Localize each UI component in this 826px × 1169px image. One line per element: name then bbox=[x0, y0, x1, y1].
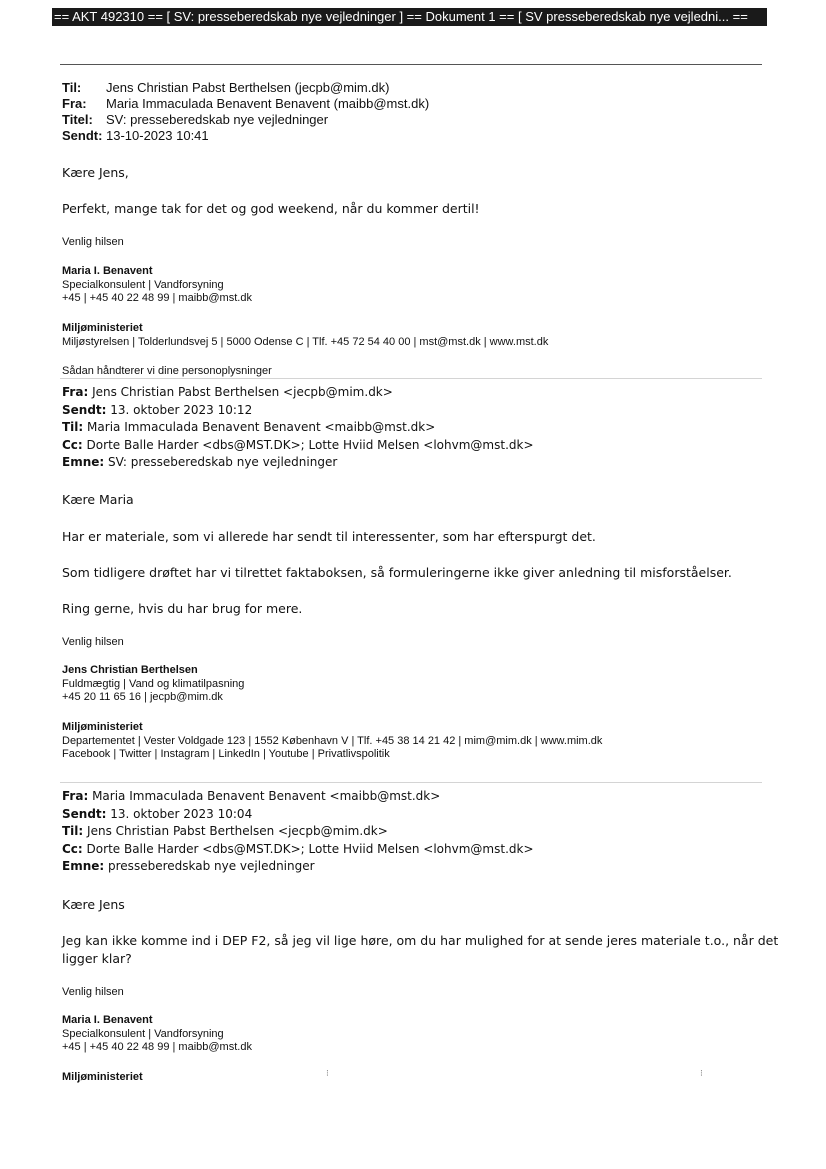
cc-label: Cc: bbox=[62, 841, 83, 856]
title-label: Titel: bbox=[62, 112, 93, 127]
msg1-greeting: Kære Jens, bbox=[62, 165, 129, 180]
sent-label: Sendt: bbox=[62, 806, 107, 821]
header-sent bbox=[62, 128, 429, 144]
subject-label: Emne: bbox=[62, 859, 105, 873]
msg1-sig-role: Specialkonsulent | Vandforsyning bbox=[62, 278, 224, 291]
msg2-org bbox=[62, 721, 602, 762]
sent-value: 13-10-2023 10:41 bbox=[106, 128, 209, 143]
msg2-paragraph: Har er materiale, som vi allerede har sendt til interessenter, som har efterspurgt det. bbox=[62, 529, 596, 544]
to-value: Jens Christian Pabst Berthelsen <jecpb@mim.dk> bbox=[87, 824, 388, 838]
title-value: SV: presseberedskab nye vejledninger bbox=[106, 112, 329, 127]
msg3-to bbox=[62, 823, 534, 841]
msg3-closing: Venlig hilsen bbox=[62, 986, 124, 998]
cc-value: Dorte Balle Harder <dbs@MST.DK>; Lotte Hviid Melsen <lohvm@mst.dk> bbox=[86, 841, 534, 856]
email-header bbox=[62, 80, 429, 144]
msg1-org bbox=[62, 322, 548, 349]
to-label: Til: bbox=[62, 80, 82, 95]
msg3-sig-name: Maria I. Benavent bbox=[62, 1014, 153, 1026]
msg3-subject bbox=[62, 858, 534, 876]
msg3-greeting: Kære Jens bbox=[62, 897, 125, 912]
document-banner: == AKT 492310 == [ SV: presseberedskab nye vejledninger ] == Dokument 1 == [ SV presseberedskab nye vejledni... == bbox=[52, 8, 767, 26]
msg1-body: Perfekt, mange tak for det og god weekend, når du kommer dertil! bbox=[62, 201, 480, 216]
msg3-sig-contact: +45 | +45 40 22 48 99 | maibb@mst.dk bbox=[62, 1041, 252, 1053]
from-label: Fra: bbox=[62, 789, 89, 803]
msg2-subject bbox=[62, 454, 534, 472]
sent-label: Sendt: bbox=[62, 402, 107, 417]
subject-value: presseberedskab nye vejledninger bbox=[108, 859, 315, 873]
msg2-social-links[interactable]: Facebook | Twitter | Instagram | LinkedIn | Youtube | Privatlivspolitik bbox=[62, 748, 390, 760]
from-value: Maria Immaculada Benavent Benavent <maibb@mst.dk> bbox=[92, 789, 441, 803]
msg3-sig-role: Specialkonsulent | Vandforsyning bbox=[62, 1027, 224, 1040]
subject-value: SV: presseberedskab nye vejledninger bbox=[108, 455, 338, 469]
msg2-sent bbox=[62, 402, 534, 420]
scan-artifact: ⁝ bbox=[326, 1068, 329, 1078]
header-from bbox=[62, 96, 429, 112]
msg2-cc bbox=[62, 437, 534, 455]
msg2-paragraph: Som tidligere drøftet har vi tilrettet faktaboksen, så formuleringerne ikke giver anledning til misforståelser. bbox=[62, 565, 732, 580]
msg1-org-line: Miljøstyrelsen | Tolderlundsvej 5 | 5000 Odense C | Tlf. +45 72 54 40 00 | mst@mst.dk | www.mst.dk bbox=[62, 335, 549, 348]
msg2-sig-contact: +45 20 11 65 16 | jecpb@mim.dk bbox=[62, 691, 223, 703]
scan-artifact: ⁝ bbox=[700, 1068, 703, 1078]
msg2-to bbox=[62, 419, 534, 437]
from-value: Jens Christian Pabst Berthelsen <jecpb@mim.dk> bbox=[92, 385, 393, 399]
msg2-greeting: Kære Maria bbox=[62, 492, 134, 507]
msg3-paragraph-line: ligger klar? bbox=[62, 951, 132, 966]
to-value: Jens Christian Pabst Berthelsen (jecpb@mim.dk) bbox=[106, 80, 390, 95]
msg1-org-name: Miljøministeriet bbox=[62, 322, 143, 334]
msg1-sig-contact: +45 | +45 40 22 48 99 | maibb@mst.dk bbox=[62, 292, 252, 304]
header-to bbox=[62, 80, 429, 96]
msg3-paragraph-line: Jeg kan ikke komme ind i DEP F2, så jeg vil lige høre, om du har mulighed for at sende jeres materiale t.o., når det bbox=[62, 933, 779, 948]
to-label: Til: bbox=[62, 824, 84, 838]
msg3-header bbox=[62, 788, 534, 876]
divider bbox=[60, 64, 762, 65]
msg3-cc bbox=[62, 841, 534, 859]
privacy-link[interactable]: Sådan håndterer vi dine personoplysninger bbox=[62, 365, 272, 377]
msg2-org-line: Departementet | Vester Voldgade 123 | 1552 København V | Tlf. +45 38 14 21 42 | mim@mim.dk | www.mim.dk bbox=[62, 734, 603, 747]
msg2-from bbox=[62, 384, 534, 402]
msg1-signature bbox=[62, 265, 252, 306]
cc-label: Cc: bbox=[62, 437, 83, 452]
msg3-org-name: Miljøministeriet bbox=[62, 1071, 143, 1083]
msg2-paragraph: Ring gerne, hvis du har brug for mere. bbox=[62, 601, 303, 616]
msg3-signature bbox=[62, 1014, 252, 1055]
to-label: Til: bbox=[62, 420, 84, 434]
msg3-sent bbox=[62, 806, 534, 824]
cc-value: Dorte Balle Harder <dbs@MST.DK>; Lotte Hviid Melsen <lohvm@mst.dk> bbox=[86, 437, 534, 452]
msg2-sig-role: Fuldmægtig | Vand og klimatilpasning bbox=[62, 677, 245, 690]
msg1-closing: Venlig hilsen bbox=[62, 236, 124, 248]
msg3-from bbox=[62, 788, 534, 806]
divider bbox=[60, 378, 762, 379]
msg2-closing: Venlig hilsen bbox=[62, 636, 124, 648]
from-label: Fra: bbox=[62, 96, 87, 111]
header-title bbox=[62, 112, 429, 128]
divider bbox=[60, 782, 762, 783]
from-value: Maria Immaculada Benavent Benavent (maibb@mst.dk) bbox=[106, 96, 430, 111]
sent-value: 13. oktober 2023 10:12 bbox=[110, 402, 253, 417]
sent-label: Sendt: bbox=[62, 128, 103, 143]
to-value: Maria Immaculada Benavent Benavent <maibb@mst.dk> bbox=[87, 420, 436, 434]
msg2-signature bbox=[62, 664, 244, 705]
msg2-header bbox=[62, 384, 534, 472]
msg1-sig-name: Maria I. Benavent bbox=[62, 265, 153, 277]
msg3-paragraph bbox=[62, 932, 778, 968]
subject-label: Emne: bbox=[62, 455, 105, 469]
from-label: Fra: bbox=[62, 385, 89, 399]
msg2-org-name: Miljøministeriet bbox=[62, 721, 143, 733]
sent-value: 13. oktober 2023 10:04 bbox=[110, 806, 253, 821]
msg2-sig-name: Jens Christian Berthelsen bbox=[62, 664, 198, 676]
